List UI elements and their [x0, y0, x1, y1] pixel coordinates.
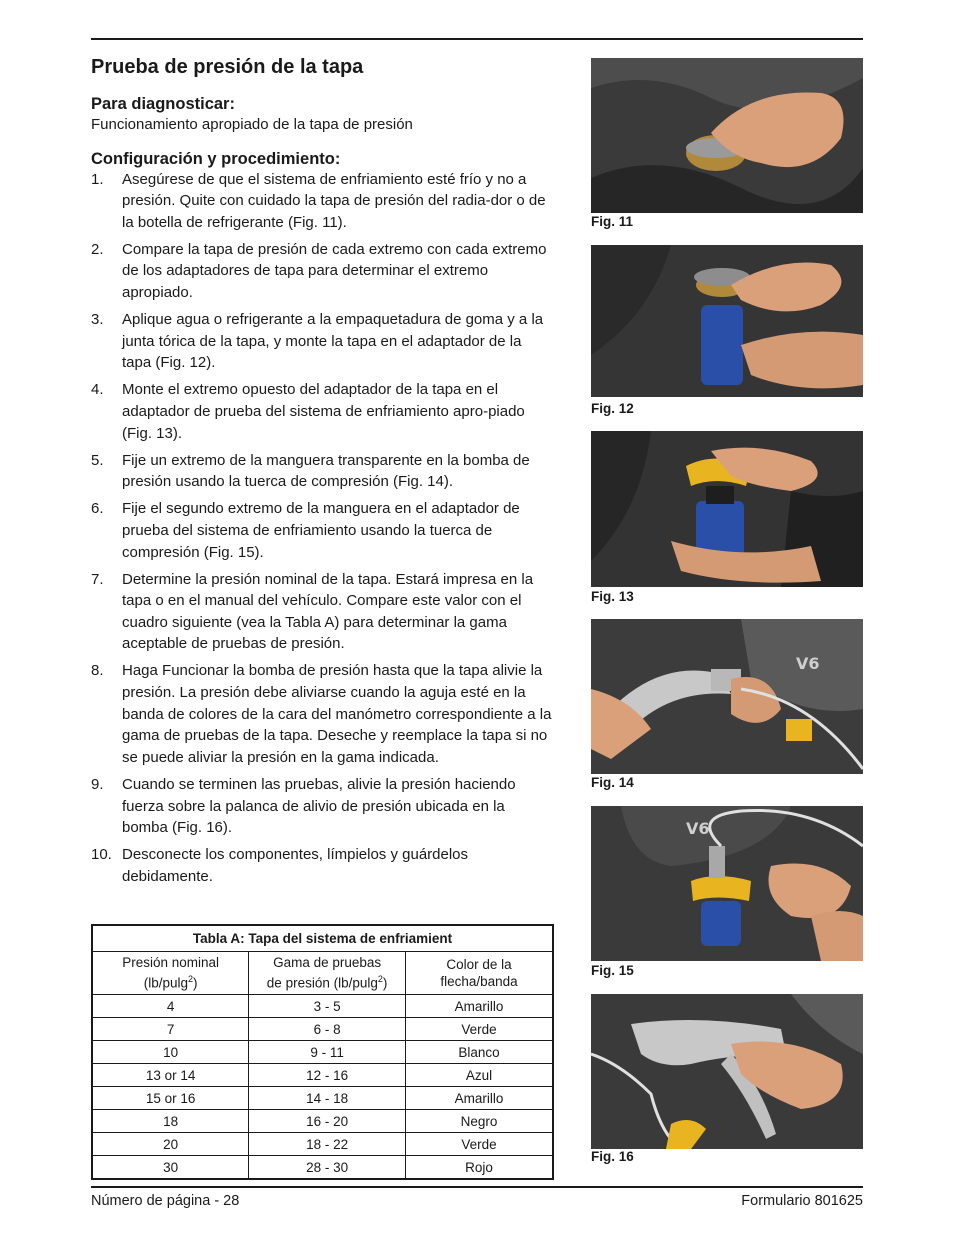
table-row: 10 9 - 11 Blanco — [92, 1041, 553, 1064]
procedure-heading: Configuración y procedimiento: — [91, 149, 341, 168]
step-number: 8. — [91, 662, 104, 680]
table-row: 15 or 16 14 - 18 Amarillo — [92, 1087, 553, 1110]
table-row: 30 28 - 30 Rojo — [92, 1156, 553, 1180]
diagnose-heading: Para diagnosticar: — [91, 95, 235, 113]
table-caption: Tabla A: Tapa del sistema de enfriamient — [92, 925, 553, 952]
table-row: 7 6 - 8 Verde — [92, 1018, 553, 1041]
step-number: 4. — [91, 381, 104, 399]
fig-14-photo — [591, 619, 863, 774]
step-number: 9. — [91, 775, 104, 793]
step-number: 7. — [91, 570, 104, 588]
step-text: Compare la tapa de presión de cada extremo con cada extremo de los adaptadores de tapa para determinar el extremo apropiado. — [122, 240, 547, 301]
table-row: 18 16 - 20 Negro — [92, 1110, 553, 1133]
step-text: Haga Funcionar la bomba de presión hasta que la tapa alivie la presión. La presión debe aliviarse cuando la aguja esté en la banda de colores de la cara del manómetro correspondiente a la gama de pruebas de la tapa. Deseche y reemplace la tapa si no se puede aliviar la presión en la gama indicada. — [122, 662, 552, 766]
step-text: Monte el extremo opuesto del adaptador de la tapa en el adaptador de prueba del sistema de enfriamiento apro-piado (Fig. 13). — [122, 381, 525, 442]
step-item — [91, 169, 553, 234]
fig-15-label: Fig. 15 — [591, 963, 634, 978]
fig-14-label: Fig. 14 — [591, 775, 634, 790]
top-rule — [91, 38, 863, 40]
table-header-cell: Color de la flecha/banda — [405, 952, 553, 995]
form-number: Formulario 801625 — [741, 1193, 863, 1209]
table-header-cell: Gama de pruebas de presión (lb/pulg$^2$) — [249, 952, 406, 995]
step-number: 5. — [91, 451, 104, 469]
step-item — [91, 569, 553, 655]
step-text: Fije el segundo extremo de la manguera en el adaptador de prueba del sistema de enfriamiento usando la tuerca de compresión (Fig. 15). — [122, 500, 520, 561]
fig-11-photo — [591, 58, 863, 213]
table-row: 13 or 14 12 - 16 Azul — [92, 1064, 553, 1087]
bottom-rule — [91, 1186, 863, 1188]
pressure-table — [91, 924, 554, 1180]
fig-13-label: Fig. 13 — [591, 589, 634, 604]
step-text: Aplique agua o refrigerante a la empaquetadura de goma y a la junta tórica de la tapa, y monte la tapa en el adaptador de la tapa (Fig. 12). — [122, 311, 544, 372]
fig-16-photo — [591, 994, 863, 1149]
page-number: Número de página - 28 — [91, 1193, 240, 1209]
svg-text:V6: V6 — [686, 819, 710, 838]
step-number: 6. — [91, 500, 104, 518]
step-text: Fije un extremo de la manguera transparente en la bomba de presión usando la tuerca de compresión (Fig. 14). — [122, 451, 530, 491]
step-item — [91, 660, 553, 768]
step-number: 1. — [91, 170, 104, 188]
table-header-cell: Presión nominal (lb/pulg$^2$) — [92, 952, 249, 995]
step-number: 3. — [91, 311, 104, 329]
fig-16-label: Fig. 16 — [591, 1149, 634, 1164]
step-text: Asegúrese de que el sistema de enfriamiento esté frío y no a presión. Quite con cuidado la tapa de presión del radia-dor o de la botella de refrigerante (Fig. 11). — [122, 170, 546, 231]
table-header-row — [92, 952, 553, 995]
fig-12-label: Fig. 12 — [591, 401, 634, 416]
step-item — [91, 774, 553, 839]
table-row: 20 18 - 22 Verde — [92, 1133, 553, 1156]
step-text: Determine la presión nominal de la tapa. Estará impresa en la tapa o en el manual del vehículo. Compare este valor con el cuadro siguiente (vea la Tabla A) para determinar la gama aceptable de pruebas de presión. — [122, 570, 534, 653]
step-text: Desconecte los componentes, límpielos y guárdelos debidamente. — [122, 846, 469, 885]
fig-11-label: Fig. 11 — [591, 214, 634, 229]
page-title: Prueba de presión de la tapa — [91, 56, 364, 78]
svg-text:V6: V6 — [796, 654, 820, 673]
fig-15-photo — [591, 806, 863, 961]
step-text: Cuando se terminen las pruebas, alivie la presión haciendo fuerza sobre la palanca de alivio de presión ubicada en la bomba (Fig. 16). — [122, 775, 516, 837]
fig-13-photo — [591, 431, 863, 587]
step-item — [91, 309, 553, 374]
step-item — [91, 239, 553, 304]
step-item — [91, 450, 553, 493]
step-item — [91, 844, 553, 887]
step-number: 2. — [91, 240, 104, 258]
instructions-column — [91, 54, 553, 893]
step-number: 10. — [91, 846, 112, 864]
procedure-steps — [91, 169, 553, 888]
step-item — [91, 379, 553, 444]
diagnose-text: Funcionamiento apropiado de la tapa de presión — [91, 116, 413, 133]
step-item — [91, 498, 553, 563]
table-row: 4 3 - 5 Amarillo — [92, 995, 553, 1018]
fig-12-photo — [591, 245, 863, 397]
